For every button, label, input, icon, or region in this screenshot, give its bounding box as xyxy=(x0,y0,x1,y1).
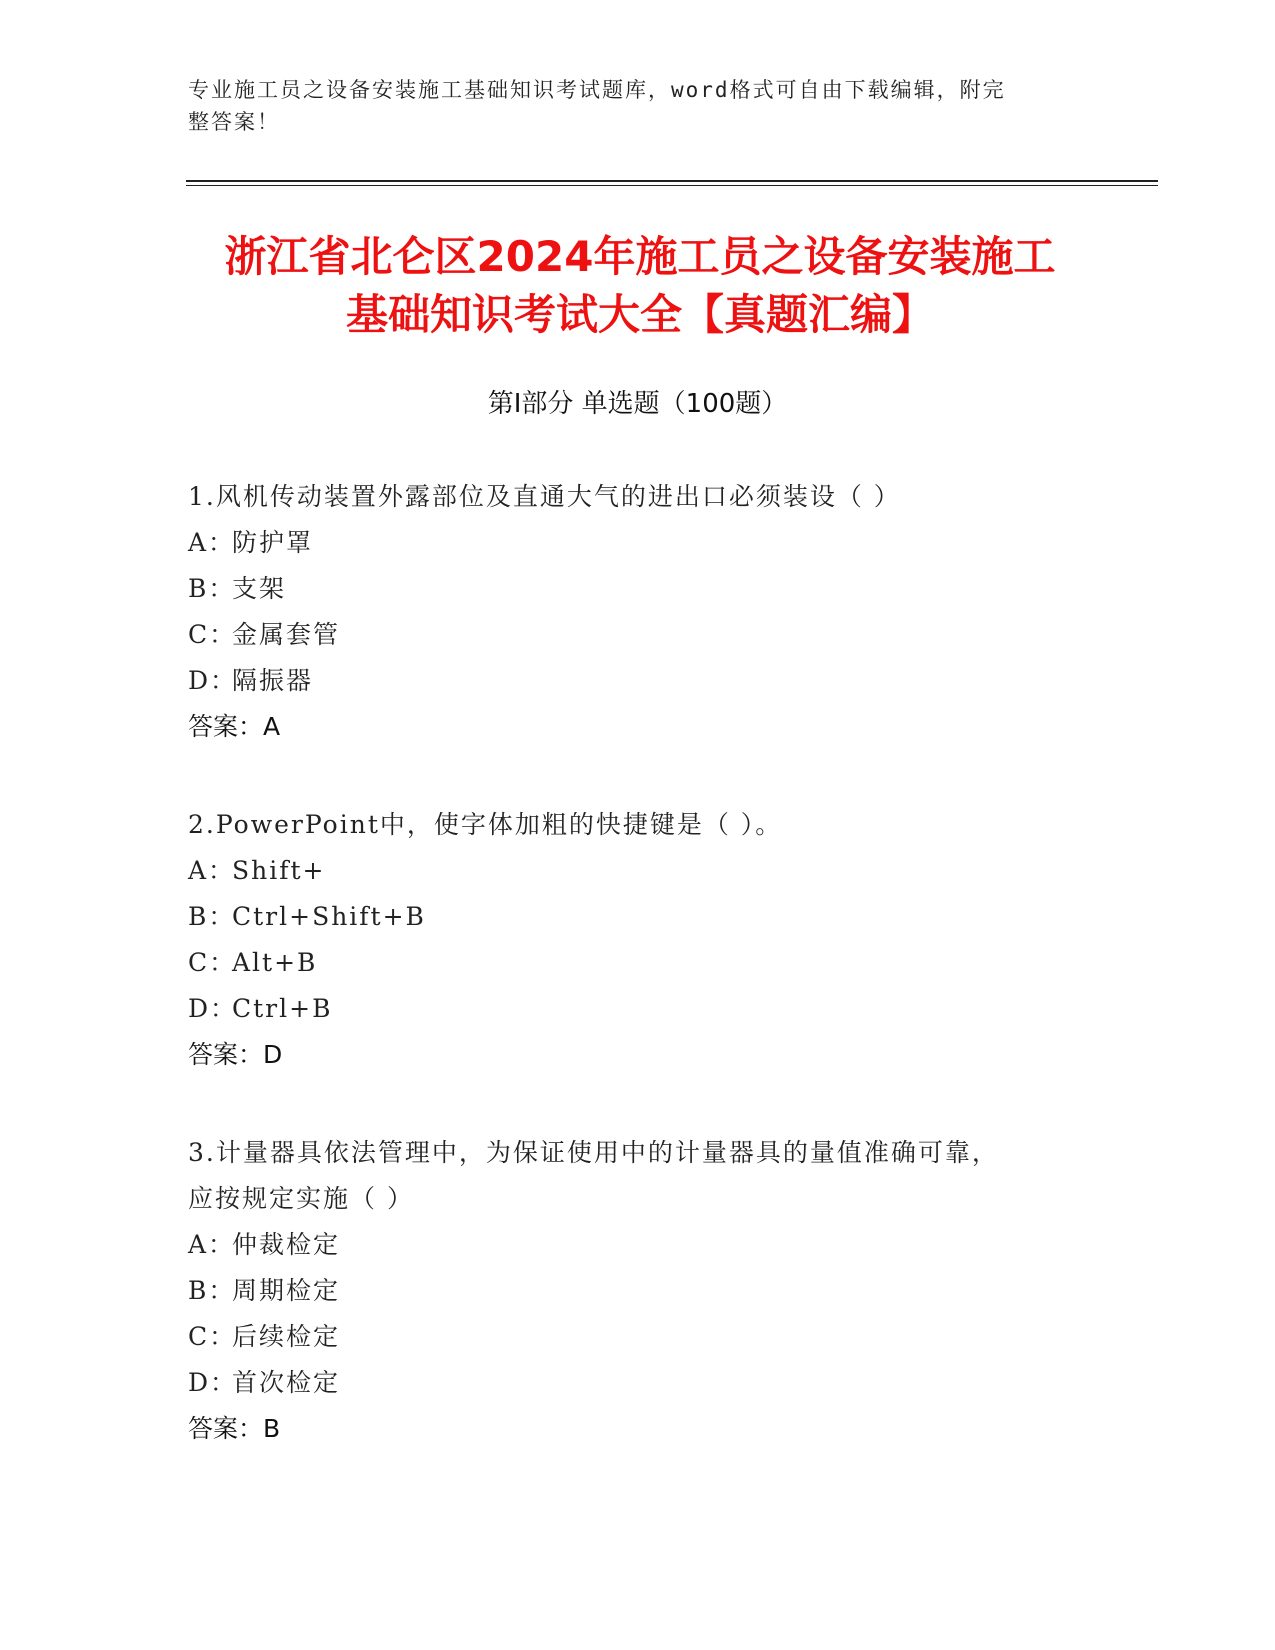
option-key: C： xyxy=(188,948,237,977)
question-item xyxy=(188,474,1088,750)
option-key: B： xyxy=(188,1276,236,1305)
option-key: A： xyxy=(188,528,236,557)
header-divider xyxy=(186,180,1158,182)
option-c xyxy=(188,940,1088,986)
question-stem: 1.风机传动装置外露部位及直通大气的进出口必须装设（ ） xyxy=(188,482,901,511)
option-text: 首次检定 xyxy=(232,1368,341,1397)
title-line: 基础知识考试大全【真题汇编】 xyxy=(345,290,934,339)
header-note xyxy=(188,74,1068,138)
option-text: 周期检定 xyxy=(232,1276,341,1305)
option-key: C： xyxy=(188,620,237,649)
option-key: C： xyxy=(188,1322,237,1351)
answer-line: 答案：B xyxy=(188,1414,281,1443)
option-text: 仲裁检定 xyxy=(232,1230,341,1259)
option-key: D： xyxy=(188,666,238,695)
option-d xyxy=(188,1360,1088,1406)
option-a xyxy=(188,520,1088,566)
question-list xyxy=(188,474,1088,1504)
option-d xyxy=(188,986,1088,1032)
option-text: Alt+B xyxy=(232,948,318,977)
option-text: 隔振器 xyxy=(232,666,314,695)
option-key: B： xyxy=(188,902,236,931)
option-key: D： xyxy=(188,1368,238,1397)
document-title xyxy=(160,228,1120,344)
option-c xyxy=(188,1314,1088,1360)
option-a xyxy=(188,848,1088,894)
option-text: Ctrl+B xyxy=(232,994,333,1023)
question-stem: 2.PowerPoint中，使字体加粗的快捷键是（ ）。 xyxy=(188,810,783,839)
option-d xyxy=(188,658,1088,704)
header-note-line: 专业施工员之设备安装施工基础知识考试题库，word格式可自由下载编辑，附完 xyxy=(188,78,1006,102)
option-c xyxy=(188,612,1088,658)
option-key: A： xyxy=(188,856,236,885)
option-text: 后续检定 xyxy=(232,1322,341,1351)
answer-line: 答案：D xyxy=(188,1040,283,1069)
option-text: 防护罩 xyxy=(232,528,314,557)
question-item xyxy=(188,802,1088,1078)
section-heading: 第Ⅰ部分 单选题（100题） xyxy=(487,389,788,419)
question-item xyxy=(188,1130,1088,1452)
option-key: D： xyxy=(188,994,238,1023)
option-b xyxy=(188,566,1088,612)
header-note-line: 整答案！ xyxy=(188,110,280,134)
answer-line: 答案：A xyxy=(188,712,281,741)
option-key: A： xyxy=(188,1230,236,1259)
title-line: 浙江省北仑区2024年施工员之设备安装施工 xyxy=(224,232,1056,281)
option-text: Ctrl+Shift+B xyxy=(232,902,426,931)
option-text: 支架 xyxy=(232,574,287,603)
option-key: B： xyxy=(188,574,236,603)
option-a xyxy=(188,1222,1088,1268)
option-text: Shift+ xyxy=(232,856,326,885)
question-stem-continued: 应按规定实施（ ） xyxy=(188,1184,414,1213)
option-text: 金属套管 xyxy=(232,620,341,649)
header-divider-thin xyxy=(186,185,1158,186)
option-b xyxy=(188,1268,1088,1314)
option-b xyxy=(188,894,1088,940)
question-stem: 3.计量器具依法管理中，为保证使用中的计量器具的量值准确可靠， xyxy=(188,1138,999,1167)
